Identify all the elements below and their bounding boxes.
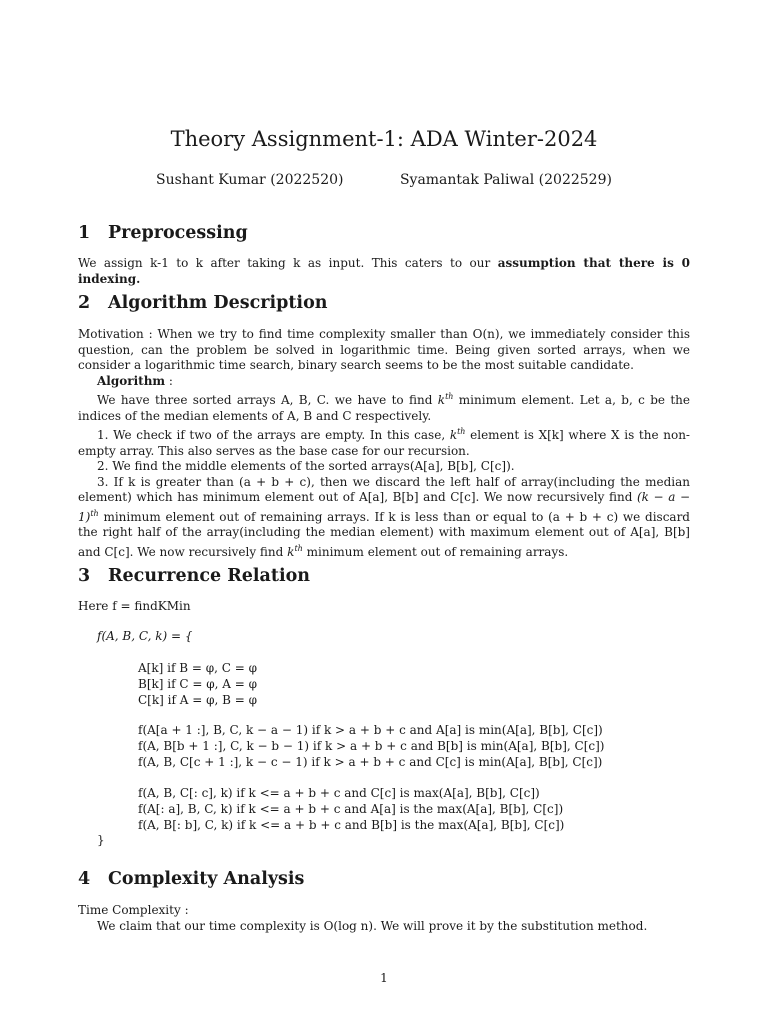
section-number: 4 xyxy=(78,869,91,889)
math-th: th xyxy=(90,508,99,518)
page-number: 1 xyxy=(380,971,388,985)
section-4-body xyxy=(78,903,690,934)
math-k: k xyxy=(449,428,458,442)
text-span: minimum element. Let a, b, c be the indices of the median elements of A, B and C respectively. xyxy=(78,393,690,423)
text-span: minimum element out of remaining arrays. xyxy=(302,544,569,559)
step-3 xyxy=(78,475,690,561)
recurrence-case: f(A, B, C[c + 1 :], k − c − 1) if k > a + b + c and C[c] is min(A[a], B[b], C[c]) xyxy=(138,755,603,769)
recurrence-case: f(A[: a], B, C, k) if k <= a + b + c and A[a] is the max(A[a], B[b], C[c]) xyxy=(138,802,564,816)
section-heading-3 xyxy=(78,566,310,586)
section-heading-1 xyxy=(78,223,248,243)
algorithm-label-line xyxy=(78,374,690,390)
section-title: Algorithm Description xyxy=(108,293,328,313)
math-k: k xyxy=(437,393,446,407)
math-k-minus-a-1: (k − a − 1) xyxy=(78,490,690,524)
section-title: Preprocessing xyxy=(108,223,248,243)
bold-text: assumption that there is 0 indexing. xyxy=(78,256,690,286)
section-number: 2 xyxy=(78,293,91,313)
algorithm-intro xyxy=(78,389,690,424)
recurrence-case: B[k] if C = φ, A = φ xyxy=(138,677,258,691)
text-span: minimum element out of remaining arrays. If k is less than or equal to (a + b + c) we discard the right half of the array(including the median element) with maximum element out of A[a], B[b] and C[c]. We now recursively find xyxy=(78,509,690,559)
paper-title: Theory Assignment-1: ADA Winter-2024 xyxy=(170,127,598,151)
text-span: element is X[k] where X is the non-empty array. This also serves as the base case for our recursion. xyxy=(78,428,690,458)
section-number: 3 xyxy=(78,566,91,586)
colon: : xyxy=(165,373,173,388)
text-span: 1. We check if two of the arrays are empty. In this case, xyxy=(97,428,450,442)
author-2: Syamantak Paliwal (2022529) xyxy=(399,172,612,188)
motivation-paragraph: Motivation : When we try to find time complexity smaller than O(n), we immediately consider this question, can the problem be solved in logarithmic time. Being given sorted arrays, when we consider a logarithmic time search, binary search seems to be the most suitable candidate. xyxy=(78,327,690,372)
recurrence-intro: Here f = findKMin xyxy=(78,599,191,613)
math-k: k xyxy=(287,544,295,559)
recurrence-case: f(A[a + 1 :], B, C, k − a − 1) if k > a + b + c and A[a] is min(A[a], B[b], C[c]) xyxy=(138,723,603,737)
text-span: We have three sorted arrays A, B, C. we have to find xyxy=(97,393,438,407)
recurrence-case: f(A, B[b + 1 :], C, k − b − 1) if k > a + b + c and B[b] is min(A[a], B[b], C[c]) xyxy=(138,739,605,753)
recurrence-case: A[k] if B = φ, C = φ xyxy=(138,661,258,675)
recurrence-open: f(A, B, C, k) = { xyxy=(97,629,193,643)
section-2-body xyxy=(78,327,690,560)
text-span: 3. If k is greater than (a + b + c), then we discard the left half of array(including the median element) which has minimum element out of A[a], B[b] and C[c]. We now recursively find xyxy=(78,474,690,504)
algorithm-label: Algorithm xyxy=(97,373,166,388)
math-th: th xyxy=(445,392,454,401)
section-number: 1 xyxy=(78,223,91,243)
recurrence-case: C[k] if A = φ, B = φ xyxy=(138,693,258,707)
math-th: th xyxy=(457,427,466,436)
recurrence-close: } xyxy=(97,833,105,847)
recurrence-case: f(A, B, C[: c], k) if k <= a + b + c and C[c] is max(A[a], B[b], C[c]) xyxy=(138,786,540,800)
recurrence-case: f(A, B[: b], C, k) if k <= a + b + c and B[b] is the max(A[a], B[b], C[c]) xyxy=(138,818,565,832)
author-1: Sushant Kumar (2022520) xyxy=(156,172,344,188)
step-2: 2. We find the middle elements of the sorted arrays(A[a], B[b], C[c]). xyxy=(97,459,515,473)
math-th: th xyxy=(294,543,303,553)
section-heading-2 xyxy=(78,293,327,313)
complexity-label: Time Complexity : xyxy=(78,903,189,917)
section-title: Recurrence Relation xyxy=(108,566,311,586)
step-1 xyxy=(78,424,690,459)
text-span: We assign k-1 to k after taking k as input. This caters to our xyxy=(78,256,498,270)
complexity-claim: We claim that our time complexity is O(log n). We will prove it by the substitution method. xyxy=(97,918,648,933)
author-list xyxy=(0,172,768,188)
section-heading-4 xyxy=(78,869,304,889)
section-1-paragraph xyxy=(78,256,690,287)
section-title: Complexity Analysis xyxy=(108,869,305,889)
